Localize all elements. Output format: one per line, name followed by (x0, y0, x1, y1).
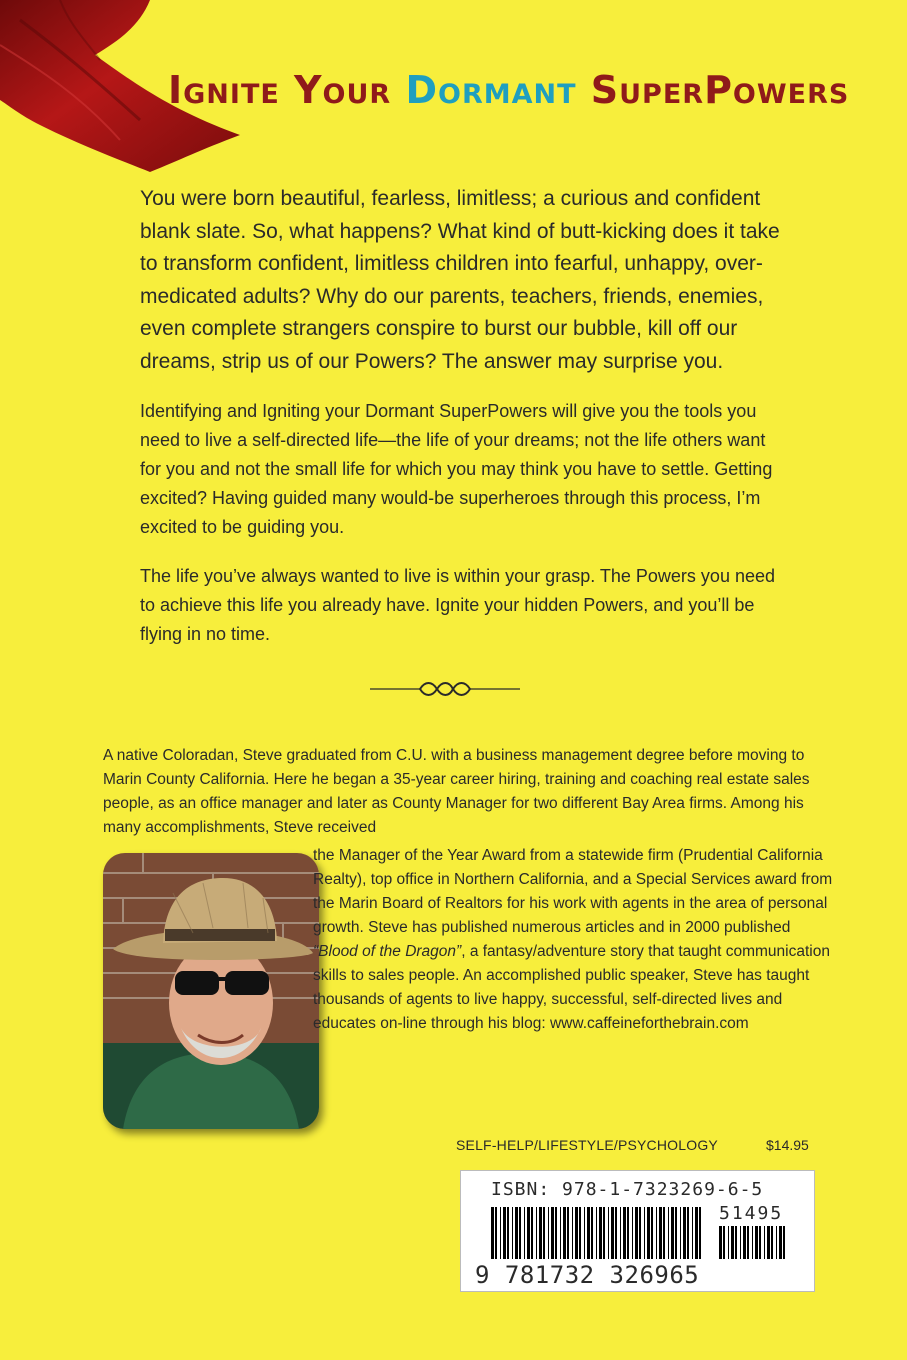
barcode-bar (536, 1207, 537, 1259)
barcode-bar (659, 1207, 662, 1259)
barcode-bar (783, 1226, 785, 1259)
barcode-bar (719, 1226, 722, 1259)
barcode-bar (512, 1207, 513, 1259)
barcode-bar (647, 1207, 650, 1259)
barcode-bar (572, 1207, 573, 1259)
barcode-bar (560, 1207, 561, 1259)
barcode-bar (584, 1207, 585, 1259)
barcode-bar (491, 1207, 494, 1259)
barcode-bar (555, 1207, 557, 1259)
price-label: $14.95 (766, 1137, 809, 1153)
book-title-heading (168, 68, 850, 113)
barcode-bar (663, 1207, 665, 1259)
barcode-bar (591, 1207, 593, 1259)
barcode-bar (671, 1207, 674, 1259)
barcode-bar (759, 1226, 761, 1259)
barcode-bar (587, 1207, 590, 1259)
barcode-bar (543, 1207, 545, 1259)
ornament-divider (370, 678, 520, 700)
ean-digits: 9 781732 326965 (475, 1261, 700, 1289)
barcode-bar (735, 1226, 737, 1259)
barcode-bar (695, 1207, 698, 1259)
barcode-bar (639, 1207, 641, 1259)
book-title-italic: “Blood of the Dragon” (313, 943, 462, 960)
barcode-bar (515, 1207, 518, 1259)
category-label: SELF-HELP/LIFESTYLE/PSYCHOLOGY (456, 1137, 718, 1153)
barcode-bar (771, 1226, 773, 1259)
blurb-paragraph-3: The life you’ve always wanted to live is within your grasp. The Powers you need to achieve this life you already have. Ignite your hidden Powers, and you’ll be flying in no time. (140, 566, 775, 644)
barcode-bar (767, 1226, 770, 1259)
author-photo (103, 853, 319, 1129)
barcode-bar (563, 1207, 566, 1259)
addon-barcode-bars (719, 1226, 789, 1259)
isbn-number: ISBN: 978-1-7323269-6-5 (491, 1179, 764, 1200)
barcode-bar (683, 1207, 686, 1259)
barcode-bar (579, 1207, 581, 1259)
title-part-1: Ignite Your (168, 68, 406, 113)
barcode-bar (692, 1207, 693, 1259)
barcode-bar (539, 1207, 542, 1259)
barcode-bar (656, 1207, 657, 1259)
barcode-bar (764, 1226, 765, 1259)
barcode-bar (747, 1226, 749, 1259)
barcode-bar (611, 1207, 614, 1259)
barcode-bar (731, 1226, 734, 1259)
title-part-2: SuperPowers (576, 68, 850, 113)
blurb-paragraph-2: Identifying and Igniting your Dormant SuperPowers will give you the tools you need to live a self-directed life—the life of your dreams; not the life others want for you and not the small life for which you may think you have to settle. Getting excited? Having guided many would-be superheroes through this process, I’m excited to be guiding you. (140, 401, 773, 537)
barcode-bar (524, 1207, 525, 1259)
barcode-bar (632, 1207, 633, 1259)
barcode-bar (635, 1207, 638, 1259)
barcode-bar (743, 1226, 746, 1259)
barcode-bar (503, 1207, 506, 1259)
barcode-bar (627, 1207, 629, 1259)
barcode-bar (567, 1207, 569, 1259)
barcode-bar (755, 1226, 758, 1259)
barcode-bar (507, 1207, 509, 1259)
barcode-bar (723, 1226, 725, 1259)
author-bio-continued (313, 844, 838, 1036)
barcode-bar (752, 1226, 753, 1259)
barcode-bar (620, 1207, 621, 1259)
barcode-bar (575, 1207, 578, 1259)
barcode-bar (699, 1207, 701, 1259)
barcode-bar (519, 1207, 521, 1259)
barcode-bar (531, 1207, 533, 1259)
barcode-bar (623, 1207, 626, 1259)
bio-text-a: the Manager of the Year Award from a statewide firm (Prudential California Realty), top office in Northern California, and a Special Services award from the Marin Board of Realtors for his work with agents in the area of personal growth. Steve has published numerous articles and in 2000 published (313, 847, 833, 936)
barcode-bar (779, 1226, 782, 1259)
barcode-bar (603, 1207, 605, 1259)
barcode-bar (776, 1226, 777, 1259)
barcode-bar (599, 1207, 602, 1259)
addon-price-code: 51495 (719, 1203, 784, 1224)
barcode-bar (651, 1207, 653, 1259)
blurb-paragraph-1: You were born beautiful, fearless, limitless; a curious and confident blank slate. So, what happens? What kind of butt-kicking does it take to transform confident, limitless children into fearful, unhappy, over-medicated adults? Why do our parents, teachers, friends, enemies, even complete strangers conspire to burst our bubble, kill off our dreams, strip us of our Powers? The answer may surprise you. (140, 187, 780, 373)
barcode-bar (500, 1207, 501, 1259)
barcode-bar (495, 1207, 497, 1259)
title-accent-word: Dormant (405, 68, 577, 113)
barcode-bar (551, 1207, 554, 1259)
barcode-bar (644, 1207, 645, 1259)
isbn-barcode (460, 1170, 815, 1292)
barcode-bar (527, 1207, 530, 1259)
barcode-bar (596, 1207, 597, 1259)
barcode-bar (668, 1207, 669, 1259)
barcode-bar (608, 1207, 609, 1259)
barcode-bar (548, 1207, 549, 1259)
barcode-bar (740, 1226, 741, 1259)
barcode-bar (675, 1207, 677, 1259)
barcode-bar (728, 1226, 729, 1259)
barcode-bar (680, 1207, 681, 1259)
barcode-bar (687, 1207, 689, 1259)
author-bio-intro: A native Coloradan, Steve graduated from C.U. with a business management degree before moving to Marin County California. Here he began a 35-year career hiring, training and coaching real estate sales people, as an office manager and later as County Manager for two different Bay Area firms. Among his many accomplishments, Steve received (103, 747, 810, 836)
ean-barcode-bars (491, 1207, 706, 1259)
bio-text-b: , a fantasy/adventure story that taught communication skills to sales people. An accomplished public speaker, Steve has taught thousands of agents to live happy, successful, self-directed lives and educates on-line through his blog: www.caffeineforthebrain.com (313, 943, 830, 1032)
barcode-bar (615, 1207, 617, 1259)
